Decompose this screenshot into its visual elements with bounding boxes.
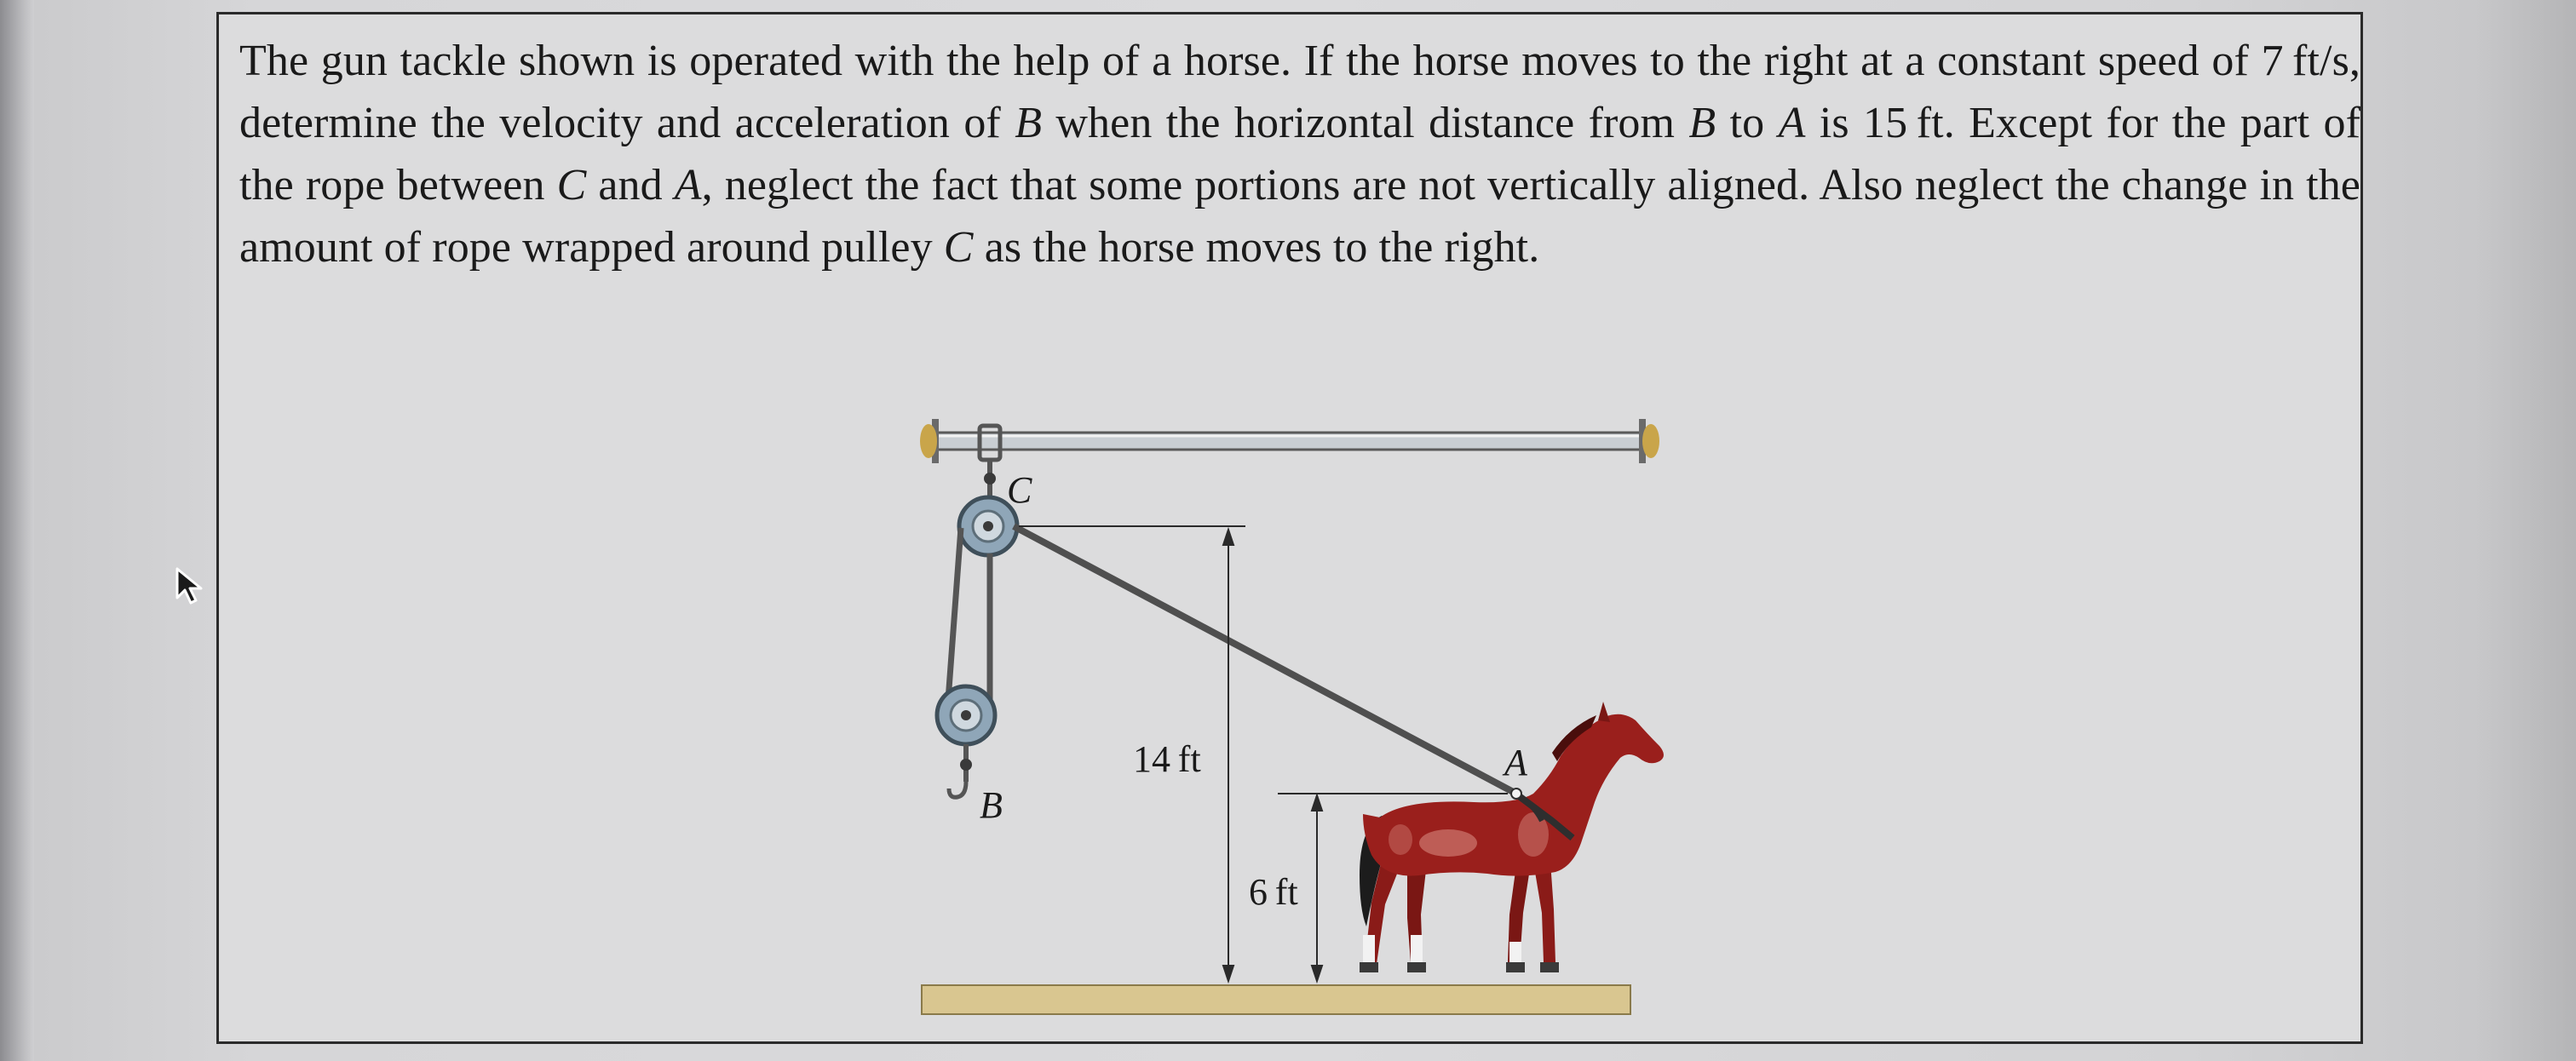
label-a: A	[1504, 742, 1527, 783]
label-c: C	[1007, 469, 1032, 511]
rope-left	[947, 528, 961, 712]
dimension-14ft: 14 ft	[1133, 738, 1201, 780]
dimension-6ft: 6 ft	[1249, 871, 1298, 913]
rope-c-to-a	[1014, 526, 1516, 794]
ground	[922, 985, 1630, 1014]
overhead-beam	[920, 419, 1659, 463]
arrow-cursor-icon	[174, 565, 208, 611]
label-b: B	[980, 784, 1003, 826]
pulley-b	[937, 686, 995, 797]
problem-statement: The gun tackle shown is operated with the help of a horse. If the horse moves to the right at a constant speed of 7 ft/s, determine the velocity and acceleration of B when the horizontal distance from B to A is 15 ft. Except for the part of the rope between C and A, neglect the fact that some portions are not vertically aligned. Also neglect the change in the amount of rope wrapped around pulley C as the horse moves to the right.	[239, 37, 2360, 272]
